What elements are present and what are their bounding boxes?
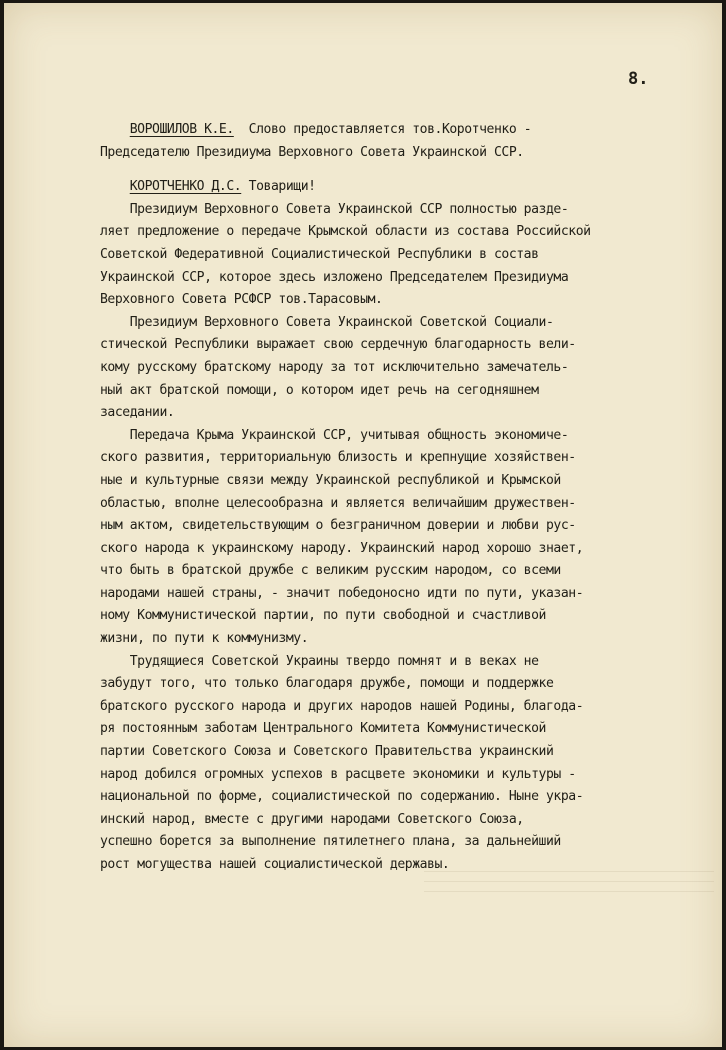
text-line: жизни, по пути к коммунизму.: [100, 631, 309, 647]
document-page: [4, 3, 722, 1047]
text-line: национальной по форме, социалистической по содержанию. Ныне укра-: [100, 789, 584, 805]
text-line: что быть в братской дружбе с великим русским народом, со всеми: [100, 563, 561, 579]
text-line: ского народа к украинскому народу. Украинский народ хорошо знает,: [100, 540, 584, 556]
text-line: ные и культурные связи между Украинской республикой и Крымской: [100, 472, 561, 488]
speech-text: Товарищи!: [241, 179, 316, 195]
speaker-name: ВОРОШИЛОВ К.Е.: [129, 122, 234, 137]
text-line: ный акт братской помощи, о котором идет речь на сегодняшнем: [100, 382, 539, 398]
text-line: заседании.: [100, 405, 175, 421]
text-line: Верховного Совета РСФСР тов.Тарасовым.: [100, 292, 383, 308]
text-line: ляет предложение о передаче Крымской области из состава Российской: [100, 224, 591, 240]
text-line: Передача Крыма Украинской ССР, учитывая общность экономиче-: [100, 427, 569, 443]
show-through-text: [424, 871, 714, 911]
text-line: Советской Федеративной Социалистической Республики в состав: [100, 246, 539, 262]
text-line: ского развития, территориальную близость и крепнущие хозяйствен-: [100, 450, 576, 466]
speech-text: Слово предоставляется тов.Коротченко -: [233, 122, 532, 137]
text-line: инский народ, вместе с другими народами Советского Союза,: [100, 811, 524, 827]
show-through-line: [424, 881, 714, 882]
text-line: Председателю Президиума Верховного Совета Украинской ССР.: [100, 144, 524, 160]
text-line: ным актом, свидетельствующим о безграничном доверии и любви рус-: [100, 518, 576, 534]
text-line: стической Республики выражает свою сердечную благодарность вели-: [100, 337, 576, 353]
text-line: Украинской ССР, которое здесь изложено Председателем Президиума: [100, 269, 569, 285]
speech-2-line-1: [100, 176, 696, 199]
text-line: ря постоянным заботам Центрального Комитета Коммунистической: [100, 721, 546, 737]
text-line: народ добился огромных успехов в расцвете экономики и культуры -: [100, 766, 576, 782]
text-line: ному Коммунистической партии, по пути свободной и счастливой: [100, 608, 546, 624]
text-line: забудут того, что только благодаря дружбе, помощи и поддержке: [100, 676, 554, 692]
page-number: 8.: [628, 69, 649, 89]
text-line: рост могущества нашей социалистической державы.: [100, 857, 450, 872]
text-line: кому русскому братскому народу за тот исключительно замечатель-: [100, 359, 569, 375]
text-line: Президиум Верховного Совета Украинской Советской Социали-: [100, 314, 554, 330]
transcript-body: [100, 119, 696, 877]
text-line: успешно борется за выполнение пятилетнего плана, за дальнейший: [100, 834, 561, 850]
text-line: братского русского народа и других народов нашей Родины, благода-: [100, 698, 584, 714]
speaker-name: КОРОТЧЕНКО Д.С.: [129, 179, 242, 195]
text-line: областью, вполне целесообразна и является величайшим дружествен-: [100, 495, 576, 511]
show-through-line: [424, 871, 714, 872]
speech-1-line-1: [100, 119, 696, 142]
text-line: Трудящиеся Советской Украины твердо помнят и в веках не: [100, 653, 539, 669]
text-line: народами нашей страны, - значит победоносно идти по пути, указан-: [100, 585, 584, 601]
text-line: Президиум Верховного Совета Украинской ССР полностью разде-: [100, 201, 569, 217]
show-through-line: [424, 891, 714, 892]
text-line: партии Советского Союза и Советского Правительства украинский: [100, 744, 554, 760]
speech-separator: [100, 164, 696, 176]
